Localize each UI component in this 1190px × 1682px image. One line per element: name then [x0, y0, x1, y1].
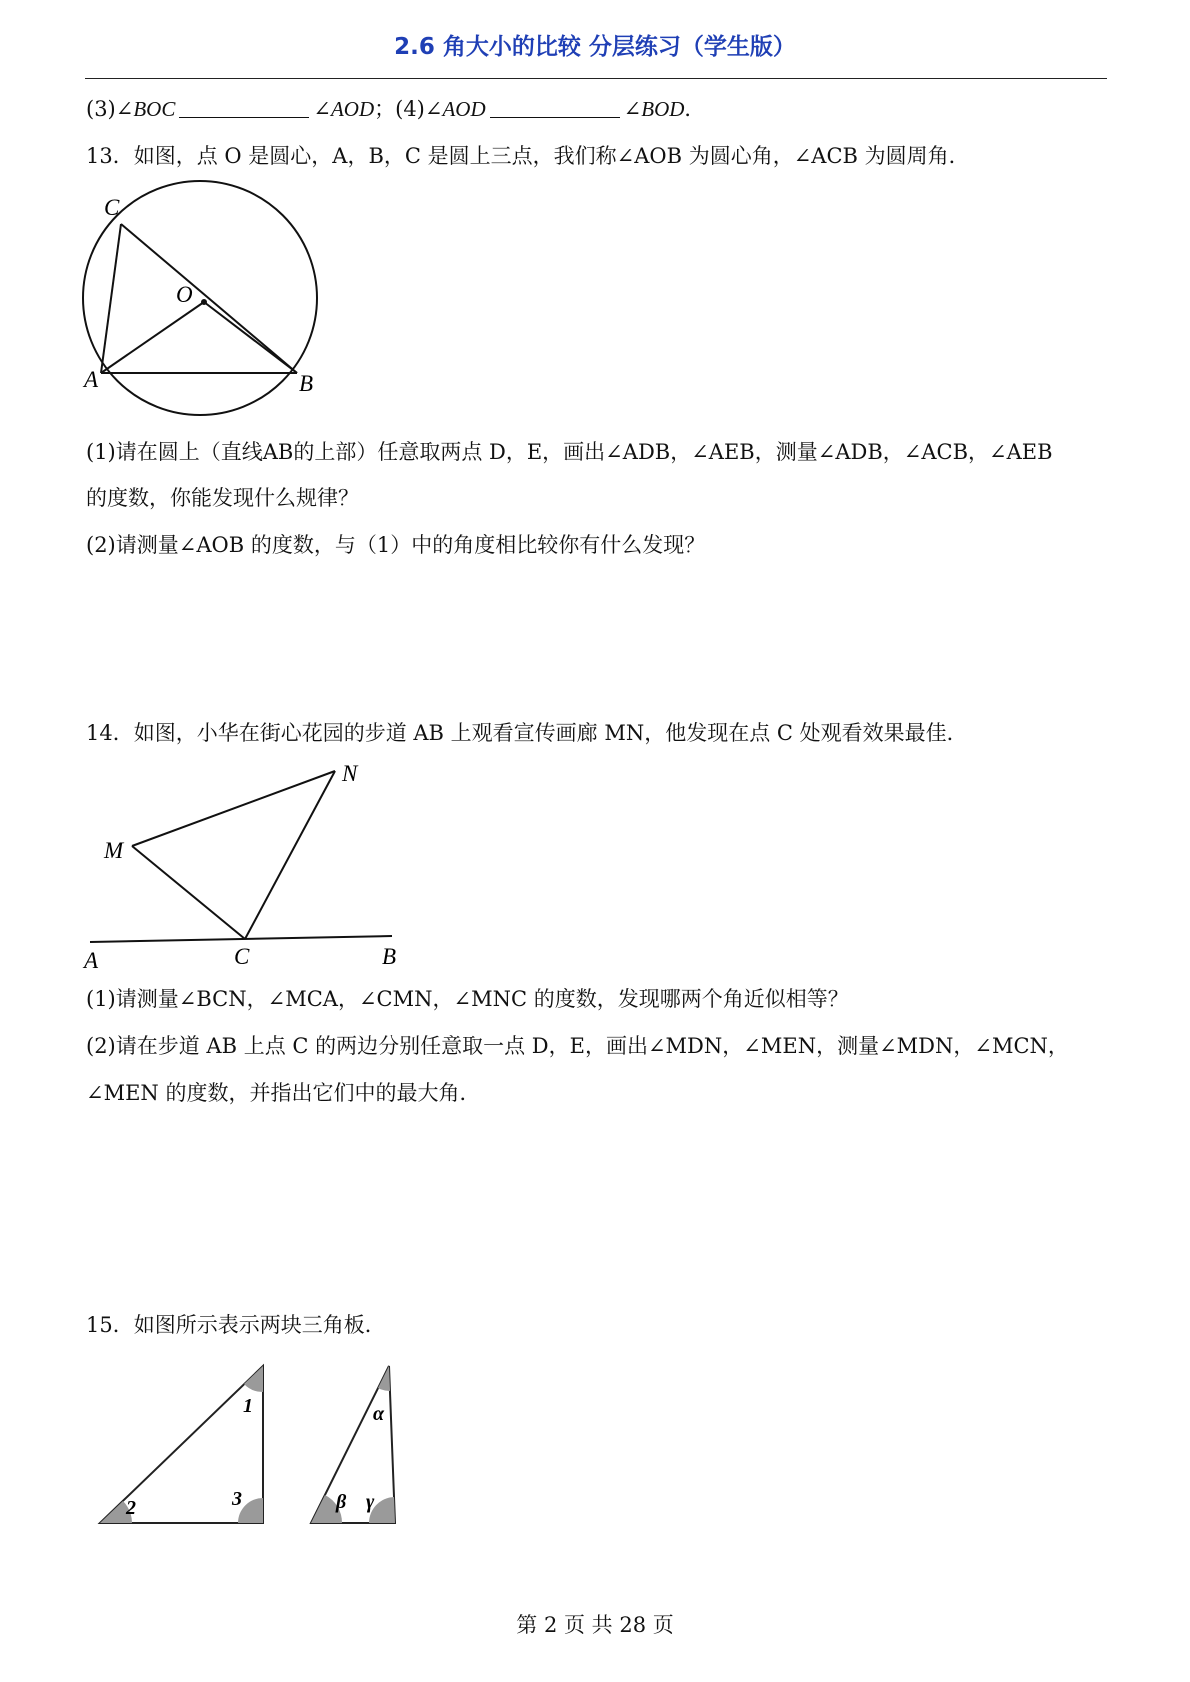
q14-label-a: A	[84, 948, 99, 973]
q13-center-dot	[201, 299, 207, 305]
q13-segment-ao	[101, 302, 204, 373]
q14-part2-line1: (2)请在步道 AB 上点 C 的两边分别任意取一点 D，E，画出∠MDN，∠MEN，测量∠MDN，∠MCN，	[86, 1034, 1069, 1058]
q12-answer-blank-3[interactable]	[179, 99, 309, 118]
q15-label-2: 2	[126, 1497, 136, 1519]
q14-segment-mn	[132, 771, 335, 846]
q12-tail-line	[86, 94, 705, 124]
q13-label-b: B	[299, 371, 314, 396]
q15-label-beta: β	[336, 1491, 347, 1513]
q14-part2-line2: ∠MEN 的度数，并指出它们中的最大角．	[86, 1081, 481, 1105]
q14-label-b: B	[382, 944, 397, 969]
q15-angle-1-mark	[244, 1366, 263, 1392]
q12-answer-blank-4[interactable]	[490, 99, 620, 118]
q13-label-o: O	[176, 282, 193, 307]
q13-segment-ob	[204, 302, 297, 373]
q15-label-alpha: α	[373, 1403, 385, 1425]
q12-separator: ；	[374, 97, 396, 121]
q12-part4-label: (4)	[395, 97, 425, 121]
q12-angle-bod: ∠BOD	[623, 97, 685, 121]
q15-label-1: 1	[243, 1395, 253, 1417]
q15-stem: 15．如图所示表示两块三角板．	[86, 1313, 386, 1337]
q13-circle-figure	[80, 180, 340, 425]
q15-set-squares-figure	[90, 1360, 410, 1535]
q13-label-a: A	[84, 367, 99, 392]
q14-label-n: N	[342, 761, 358, 786]
q13-part1-line2: 的度数，你能发现什么规律？	[86, 486, 359, 510]
q12-part3-label: (3)	[86, 97, 116, 121]
q12-end: ．	[684, 97, 706, 121]
q12-angle-aod: ∠AOD	[313, 97, 375, 121]
q13-part2: (2)请测量∠AOB 的度数，与（1）中的角度相比较你有什么发现？	[86, 533, 706, 557]
q15-label-3: 3	[232, 1488, 242, 1510]
q14-segment-nc	[245, 771, 335, 939]
q12-angle-boc: ∠BOC	[115, 97, 176, 121]
page-header-title: 2.6 角大小的比较 分层练习（学生版）	[394, 34, 796, 60]
q15-angle-alpha-mark	[378, 1366, 390, 1391]
q13-segment-cb	[121, 224, 297, 373]
q14-label-m: M	[104, 838, 124, 863]
q14-gallery-figure	[82, 755, 422, 975]
page-footer: 第 2 页 共 28 页	[516, 1613, 674, 1637]
q12-angle-aod-2: ∠AOD	[424, 97, 486, 121]
q13-segment-ca	[101, 224, 121, 373]
q13-label-c: C	[104, 195, 120, 220]
q14-stem: 14．如图，小华在街心花园的步道 AB 上观看宣传画廊 MN，他发现在点 C 处观看效果最佳．	[86, 721, 968, 745]
header-divider	[85, 78, 1107, 79]
q13-stem: 13．如图，点 O 是圆心，A，B，C 是圆上三点，我们称∠AOB 为圆心角，∠ACB 为圆周角．	[86, 144, 970, 168]
q14-part1: (1)请测量∠BCN，∠MCA，∠CMN，∠MNC 的度数，发现哪两个角近似相等？	[86, 987, 849, 1011]
q14-segment-mc	[132, 846, 245, 939]
q14-label-c: C	[234, 944, 250, 969]
q15-label-gamma: γ	[366, 1491, 375, 1513]
q13-part1-line1: (1)请在圆上（直线AB的上部）任意取两点 D，E，画出∠ADB，∠AEB，测量∠ADB，∠ACB，∠AEB	[86, 440, 1053, 464]
